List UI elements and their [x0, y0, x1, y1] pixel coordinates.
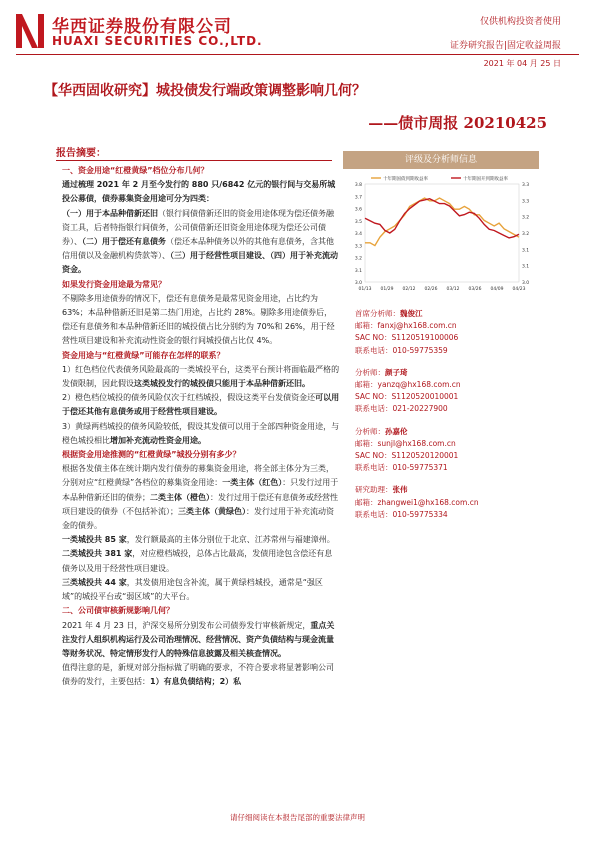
x-tick-label: 03/26 — [468, 287, 482, 292]
section-heading-1: 一、资金用途“红橙黄绿”档位分布几何？ — [62, 166, 209, 175]
y-right-tick-label: 3.1 — [522, 248, 530, 254]
paragraph: 三类城投共 44 家，其发债用途包含补流，属于黄绿档城投，通常是“强区域”的城投平台或“弱区域”的大平台。 — [62, 577, 323, 602]
paragraph: 通过梳理 2021 年 2 月至今发行的 880 只/6842 亿元的银行间与交易所城投公募债，债券募集资金用途可分为四类： — [62, 180, 336, 204]
x-tick-label: 03/12 — [446, 287, 460, 292]
question-heading: 资金用途与“红橙黄绿”可能存在怎样的联系？ — [62, 350, 225, 360]
paragraph: 不剔除多用途债券的情况下，偿还有息债务是最常见资金用途，占比约为 63%；本品种借新还旧是第二热门用途，占比约 28%。剔除多用途债券后，偿还有息债务和本品种借新还旧的城投债占比分别约为 70%和 26%，用于经营性项目建设和补充流动性资金的银行间城投债占比仅 4%。 — [62, 293, 335, 346]
paragraph: 2）橙色档位城投的债务风险仅次于红档城投，假设这类平台发债资金还可以用于偿还其他有息债务或用于经营性项目建设。 — [62, 393, 340, 417]
x-tick-label: 01/29 — [380, 287, 394, 292]
paragraph: 二类城投共 381 家，对应橙档城投，总体占比最高，发债用途包含偿还有息债务以及用于经营性项目建设。 — [62, 549, 333, 573]
paragraph: 1）红色档位代表债务风险最高的一类城投平台，这类平台预计将面临最严格的发债限制，因此假设这类城投发行的城投债只能用于本品种借新还旧。 — [62, 364, 340, 389]
company-logo — [16, 14, 44, 48]
x-tick-label: 04/09 — [490, 287, 504, 292]
company-name-cn: 华西证券股份有限公司 — [52, 17, 232, 37]
y-right-tick-label: 3.1 — [522, 264, 530, 270]
x-tick-label: 01/13 — [358, 287, 372, 292]
question-heading: 如果发行资金用途最为常见？ — [62, 279, 166, 289]
y-right-tick-label: 3.2 — [522, 215, 530, 221]
report-type-tag: 证券研究报告|固定收益周报 — [449, 41, 561, 51]
x-tick-label: 02/12 — [402, 287, 416, 292]
paragraph: 2021 年 4 月 23 日，沪深交易所分别发布公司债券发行审核新规定，重点关注发行人组织机构运行及公司治理情况、经营情况、资产负债结构与现金流量等财务状况、特定情形发行人的特殊信息披露及相关核查情况。 — [62, 620, 335, 658]
question-heading: 根据资金用途推测的“红橙黄绿”城投分别有多少？ — [62, 450, 241, 460]
y-left-tick-label: 3.8 — [354, 183, 362, 188]
y-left-tick-label: 3.4 — [354, 232, 362, 237]
paragraph: 3）黄绿两档城投的债务风险较低，假设其发债可以用于全部四种资金用途，与橙色城投相比增加补充流动性资金用途。 — [62, 421, 340, 445]
report-title: 【华西固收研究】城投债发行端政策调整影响几何？ — [44, 83, 366, 99]
yield-chart — [343, 170, 539, 296]
paragraph: 值得注意的是，新规对部分指标做了明确的要求，不符合要求将显著影响公司债券的发行，主要包括：1）有息负债结构；2）私 — [62, 663, 334, 687]
analyst-list — [355, 308, 545, 531]
paragraph: 根据各发债主体在统计期内发行债券的募集资金用途，将全部主体分为三类，分别对应“红橙黄绿”各档位的募集资金用途：一类主体（红色）：只发行过用于本品种借新还旧的债券；二类主体（橙色）：发行过用于偿还有息债务或经营性项目建设的债券（不包括补流）；三类主体（黄绿色）：发行过用于补充流动资金的债券。 — [62, 464, 339, 531]
paragraph: （一）用于本品种借新还旧（银行间债借新还旧的资金用途体现为偿还债务融资工具，后者特指银行间债务，公司债借新还旧资金用途体现为偿还公司债券）、（二）用于偿还有息债务（偿还本品种债务以外的其他有息债务，含其他信用债以及金融机构贷款等）、（三）用于经营性项目建设、（四）用于补充流动资金。 — [62, 208, 338, 275]
analyst-card: 分析师：孙嘉伦 邮箱：sunjl@hx168.com.cn SAC NO：S1120520120001 联系电话：010-59775371 — [355, 426, 459, 473]
y-left-tick-label: 3.3 — [354, 244, 362, 250]
y-left-tick-label: 3.7 — [354, 195, 362, 201]
company-name-en: HUAXI SECURITIES CO.,LTD. — [52, 34, 263, 48]
summary-label: 报告摘要： — [56, 148, 106, 159]
legend-label: 十年期国开到期收益率 — [463, 177, 508, 182]
analyst-card: 分析师：颜子琦 邮箱：yanzq@hx168.com.cn SAC NO：S1120520010001 联系电话：021-20227900 — [355, 367, 461, 414]
summary-divider — [56, 160, 332, 161]
y-left-tick-label: 3.6 — [354, 207, 362, 213]
section-heading-2: 二、公司债审核新规影响几何？ — [62, 606, 174, 616]
y-right-tick-label: 3.0 — [522, 281, 530, 286]
x-tick-label: 04/23 — [512, 287, 526, 292]
summary-body — [62, 164, 340, 690]
header-divider — [16, 54, 579, 55]
y-right-tick-label: 3.3 — [522, 199, 530, 205]
paragraph: 一类城投共 85 家，发行额最高的主体分别位于北京、江苏常州与福建漳州。 — [62, 535, 335, 545]
report-date: 2021 年 04 月 25 日 — [483, 59, 561, 68]
report-subtitle: ——债市周报 20210425 — [368, 114, 547, 132]
analyst-card: 首席分析师：魏俊江 邮箱：fanxj@hx168.com.cn SAC NO：S1120519100006 联系电话：010-59775359 — [355, 309, 459, 355]
sidebar-header: 评级及分析师信息 — [343, 151, 539, 169]
y-left-tick-label: 3.2 — [354, 256, 362, 262]
y-right-tick-label: 3.3 — [522, 183, 530, 188]
legend-label: 十年期国债到期收益率 — [383, 177, 428, 182]
y-left-tick-label: 3.0 — [354, 281, 362, 286]
analyst-card: 研究助理：张伟 邮箱：zhangwei1@hx168.com.cn 联系电话：010-59775334 — [355, 485, 479, 519]
y-left-tick-label: 3.5 — [354, 219, 362, 225]
legal-notice: 请仔细阅读在本报告尾部的重要法律声明 — [230, 813, 365, 822]
audience-tag: 仅供机构投资者使用 — [479, 17, 561, 27]
x-tick-label: 02/26 — [424, 287, 438, 292]
y-right-tick-label: 3.2 — [522, 232, 530, 237]
y-left-tick-label: 3.1 — [354, 268, 362, 274]
